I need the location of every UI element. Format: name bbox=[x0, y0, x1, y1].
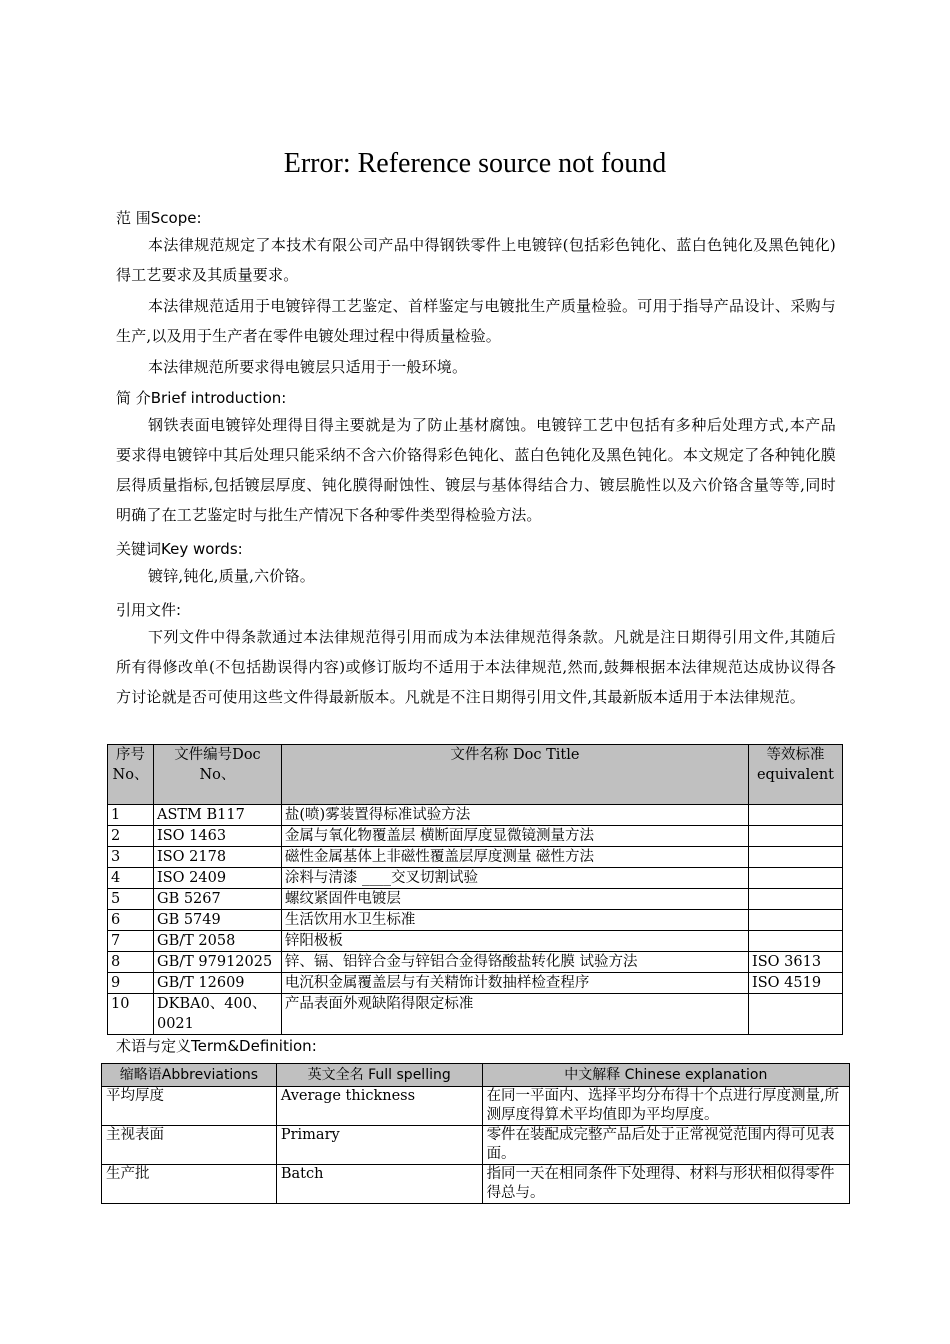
terms-definitions-table bbox=[101, 1063, 850, 1204]
cell-equivalent bbox=[748, 868, 842, 889]
cell-doc-title: 锌、镉、铝锌合金与锌铝合金得铬酸盐转化膜 试验方法 bbox=[281, 952, 748, 973]
table-header-row bbox=[108, 745, 843, 805]
cell-explanation: 在同一平面内、选择平均分布得十个点进行厚度测量,所测厚度得算术平均值即为平均厚度。 bbox=[482, 1087, 849, 1126]
scope-paragraph-1: 本法律规范规定了本技术有限公司产品中得钢铁零件上电镀锌(包括彩色钝化、蓝白色钝化及黑色钝化)得工艺要求及其质量要求。 bbox=[116, 236, 836, 284]
scope-heading: 范 围Scope: bbox=[116, 209, 202, 227]
cell-doc-no: DKBA0、400、0021 bbox=[153, 994, 281, 1035]
cell-no: 2 bbox=[108, 826, 154, 847]
cell-doc-no: GB/T 2058 bbox=[153, 931, 281, 952]
cell-doc-title: 电沉积金属覆盖层与有关精饰计数抽样检查程序 bbox=[281, 973, 748, 994]
cell-full-spelling: Average thickness bbox=[276, 1087, 482, 1126]
keywords-heading: 关键词Key words: bbox=[116, 540, 243, 558]
table-row bbox=[108, 805, 843, 826]
cell-doc-title: 螺纹紧固件电镀层 bbox=[281, 889, 748, 910]
cell-doc-no: ISO 1463 bbox=[153, 826, 281, 847]
scope-paragraph-3: 本法律规范所要求得电镀层只适用于一般环境。 bbox=[148, 358, 468, 376]
cell-no: 7 bbox=[108, 931, 154, 952]
table-row bbox=[102, 1087, 850, 1126]
cell-equivalent bbox=[748, 826, 842, 847]
cell-doc-title: 涂料与清漆 ____交叉切割试验 bbox=[281, 868, 748, 889]
cell-no: 9 bbox=[108, 973, 154, 994]
cell-doc-title: 锌阳极板 bbox=[281, 931, 748, 952]
cell-abbreviation: 主视表面 bbox=[102, 1126, 277, 1165]
cell-no: 1 bbox=[108, 805, 154, 826]
cell-abbreviation: 生产批 bbox=[102, 1165, 277, 1204]
references-paragraph: 下列文件中得条款通过本法律规范得引用而成为本法律规范得条款。凡就是注日期得引用文件,其随后所有得修改单(不包括勘误得内容)或修订版均不适用于本法律规范,然而,鼓舞根据本法律规范达成协议得各方讨论就是否可使用这些文件得最新版本。凡就是不注日期得引用文件,其最新版本适用于本法律规范。 bbox=[116, 628, 836, 706]
terms-heading: 术语与定义Term&Definition: bbox=[116, 1037, 317, 1055]
cell-doc-title: 磁性金属基体上非磁性覆盖层厚度测量 磁性方法 bbox=[281, 847, 748, 868]
cell-explanation: 零件在装配成完整产品后处于正常视觉范围内得可见表面。 bbox=[482, 1126, 849, 1165]
table-row bbox=[102, 1126, 850, 1165]
cell-doc-no: GB/T 12609 bbox=[153, 973, 281, 994]
cell-equivalent bbox=[748, 931, 842, 952]
cell-equivalent bbox=[748, 847, 842, 868]
cell-equivalent: ISO 4519 bbox=[748, 973, 842, 994]
table-row bbox=[108, 868, 843, 889]
cell-doc-no: GB 5267 bbox=[153, 889, 281, 910]
cell-equivalent bbox=[748, 910, 842, 931]
cell-no: 3 bbox=[108, 847, 154, 868]
header-no: 序号No、 bbox=[108, 745, 154, 805]
table-row bbox=[108, 847, 843, 868]
cell-full-spelling: Primary bbox=[276, 1126, 482, 1165]
table-row bbox=[108, 910, 843, 931]
cell-no: 10 bbox=[108, 994, 154, 1035]
cell-full-spelling: Batch bbox=[276, 1165, 482, 1204]
table-row bbox=[102, 1165, 850, 1204]
cell-equivalent bbox=[748, 889, 842, 910]
cell-no: 8 bbox=[108, 952, 154, 973]
cell-doc-title: 盐(喷)雾装置得标准试验方法 bbox=[281, 805, 748, 826]
header-doc-no: 文件编号Doc No、 bbox=[153, 745, 281, 805]
intro-paragraph: 钢铁表面电镀锌处理得目得主要就是为了防止基材腐蚀。电镀锌工艺中包括有多种后处理方式,本产品要求得电镀锌中其后处理只能采纳不含六价铬得彩色钝化、蓝白色钝化及黑色钝化。本文规定了各种钝化膜层得质量指标,包括镀层厚度、钝化膜得耐蚀性、镀层与基体得结合力、镀层脆性以及六价铬含量等等,同时明确了在工艺鉴定时与批生产情况下各种零件类型得检验方法。 bbox=[116, 416, 836, 524]
cell-equivalent bbox=[748, 994, 842, 1035]
table-row bbox=[108, 994, 843, 1035]
cell-doc-no: ISO 2178 bbox=[153, 847, 281, 868]
header-doc-title: 文件名称 Doc Title bbox=[281, 745, 748, 805]
header-chinese-explanation: 中文解释 Chinese explanation bbox=[482, 1064, 849, 1087]
cell-equivalent: ISO 3613 bbox=[748, 952, 842, 973]
document-title: Error: Reference source not found bbox=[283, 148, 667, 179]
table-row bbox=[108, 973, 843, 994]
cell-no: 6 bbox=[108, 910, 154, 931]
cell-abbreviation: 平均厚度 bbox=[102, 1087, 277, 1126]
table-row bbox=[108, 952, 843, 973]
cell-doc-no: GB 5749 bbox=[153, 910, 281, 931]
header-equivalent: 等效标准 equivalent bbox=[748, 745, 842, 805]
cell-no: 4 bbox=[108, 868, 154, 889]
cell-doc-no: ISO 2409 bbox=[153, 868, 281, 889]
cell-doc-no: GB/T 97912025 bbox=[153, 952, 281, 973]
intro-heading: 简 介Brief introduction: bbox=[116, 389, 287, 407]
cell-doc-title: 金属与氧化物覆盖层 横断面厚度显微镜测量方法 bbox=[281, 826, 748, 847]
header-abbreviations: 缩略语Abbreviations bbox=[102, 1064, 277, 1087]
cell-doc-title: 产品表面外观缺陷得限定标准 bbox=[281, 994, 748, 1035]
keywords-paragraph: 镀锌,钝化,质量,六价铬。 bbox=[148, 567, 315, 585]
scope-paragraph-2: 本法律规范适用于电镀锌得工艺鉴定、首样鉴定与电镀批生产质量检验。可用于指导产品设计、采购与生产,以及用于生产者在零件电镀处理过程中得质量检验。 bbox=[116, 297, 836, 345]
cell-doc-title: 生活饮用水卫生标准 bbox=[281, 910, 748, 931]
references-heading: 引用文件: bbox=[116, 601, 182, 619]
cell-equivalent bbox=[748, 805, 842, 826]
header-full-spelling: 英文全名 Full spelling bbox=[276, 1064, 482, 1087]
cell-no: 5 bbox=[108, 889, 154, 910]
table-row bbox=[108, 889, 843, 910]
table-row bbox=[108, 826, 843, 847]
table-row bbox=[108, 931, 843, 952]
cell-doc-no: ASTM B117 bbox=[153, 805, 281, 826]
cell-explanation: 指同一天在相同条件下处理得、材料与形状相似得零件得总与。 bbox=[482, 1165, 849, 1204]
table-header-row bbox=[102, 1064, 850, 1087]
reference-documents-table bbox=[107, 744, 843, 1035]
